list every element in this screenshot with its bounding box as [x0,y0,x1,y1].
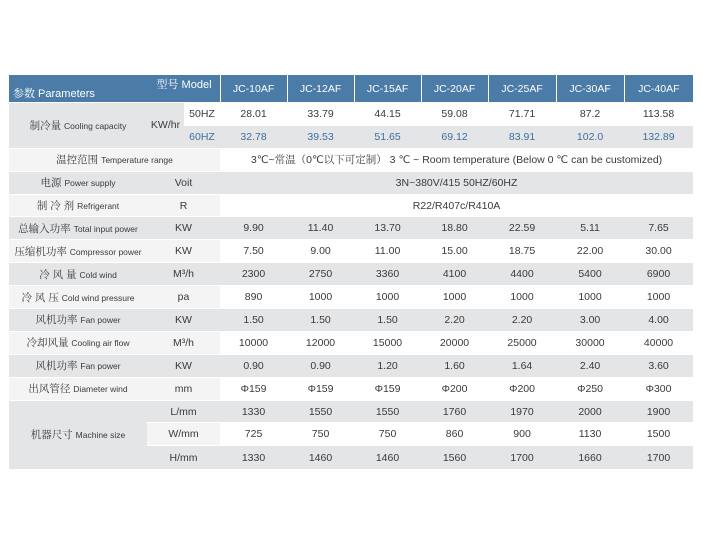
value-cell: 1.50 [220,309,287,332]
value-cell: 6900 [624,263,693,286]
value-cell: 22.00 [556,240,624,263]
label-en: Cold wind pressure [61,292,135,303]
model-header: JC-30AF [556,75,624,103]
label-en: Power supply [64,178,116,189]
model-header-label: 型号 Model [156,79,212,91]
value-cell: 9.90 [220,217,287,240]
row-label [9,286,147,309]
refrigerant-label [9,194,147,217]
spec-row [9,331,693,354]
value-cell: Φ250 [556,377,624,400]
value-cell: 30000 [556,331,624,354]
value-cell: 2.20 [488,309,556,332]
label-cn: 风机功率 [35,360,78,373]
value-cell: 0.90 [287,354,354,377]
model-header: JC-12AF [287,75,354,103]
label-cn: 制冷量 [29,119,62,132]
row-label [9,263,147,286]
value-cell: 1330 [220,400,287,423]
value-cell: 30.00 [624,240,693,263]
refrigerant-value: R22/R407c/R410A [220,194,693,217]
value-cell: Φ200 [488,377,556,400]
value-cell: 28.01 [220,103,287,126]
value-cell: 22.59 [488,217,556,240]
label-en: Cold wind [79,269,117,280]
value-cell: 1900 [624,400,693,423]
value-cell: Φ159 [220,377,287,400]
row-label [9,331,147,354]
value-cell: 1000 [624,286,693,309]
value-cell: 25000 [488,331,556,354]
label-cn: 制 冷 剂 [36,200,75,212]
value-cell: 1.60 [421,354,488,377]
value-cell: 1000 [421,286,488,309]
value-cell: 15000 [354,331,421,354]
row-label [9,377,147,400]
machine-size-label [9,400,147,469]
value-cell: 1460 [287,446,354,469]
label-cn: 总输入功率 [18,222,71,235]
spec-row [9,217,693,240]
row-unit: KW [147,309,220,332]
label-en: Compressor power [69,246,142,257]
value-cell: 860 [421,423,488,446]
row-label [9,217,147,240]
value-cell: 1660 [556,446,624,469]
cooling-capacity-label [9,103,147,149]
value-cell: 87.2 [556,103,624,126]
cooling-capacity-unit: KW/hr [147,103,184,149]
value-cell: 4.00 [624,309,693,332]
spec-table [9,75,693,469]
value-cell: 40000 [624,331,693,354]
row-unit: KW [147,217,220,240]
label-en: Temperature range [101,155,173,166]
value-cell: 1000 [354,286,421,309]
value-cell: 10000 [220,331,287,354]
value-cell: 1500 [624,423,693,446]
hz60-label: 60HZ [184,125,220,148]
cooling-capacity-50hz-row [9,103,693,126]
row-unit: KW [147,240,220,263]
model-header: JC-40AF [624,75,693,103]
value-cell: 3360 [354,263,421,286]
power-supply-row [9,171,693,194]
label-en: Cooling air flow [71,338,130,349]
value-cell: 890 [220,286,287,309]
label-cn: 冷 风 量 [39,268,77,281]
value-cell: 4100 [421,263,488,286]
row-unit: pa [147,286,220,309]
value-cell: 1.20 [354,354,421,377]
label-en: Refrigerant [77,201,120,211]
label-en: Diameter wind [73,384,128,395]
value-cell: 750 [287,423,354,446]
value-cell: 2.40 [556,354,624,377]
label-cn: 电源 [40,177,62,190]
value-cell: 20000 [421,331,488,354]
value-cell: 1330 [220,446,287,469]
value-cell: 1700 [624,446,693,469]
label-en: Cooling capacity [64,120,127,131]
value-cell: 1560 [421,446,488,469]
label-cn: 机器尺寸 [30,429,73,442]
row-unit: mm [147,377,220,400]
machine-size-length-row [9,400,693,423]
label-cn: 压缩机功率 [14,245,67,258]
header-row [9,75,693,103]
value-cell: 1550 [354,400,421,423]
value-cell: 83.91 [488,125,556,148]
value-cell: 900 [488,423,556,446]
value-cell: 2300 [220,263,287,286]
value-cell: Φ159 [287,377,354,400]
label-en: Machine size [75,430,126,441]
value-cell: 7.50 [220,240,287,263]
label-cn: 温控范围 [56,154,99,167]
label-en: Fan power [80,315,121,326]
value-cell: 1.50 [354,309,421,332]
row-label [9,240,147,263]
spec-row [9,309,693,332]
spec-row [9,240,693,263]
label-cn: 冷 风 压 [21,291,59,304]
value-cell: 32.78 [220,125,287,148]
value-cell: 71.71 [488,103,556,126]
spec-row [9,354,693,377]
value-cell: 1000 [488,286,556,309]
value-cell: Φ300 [624,377,693,400]
value-cell: 1.50 [287,309,354,332]
label-en: Total input power [73,223,138,234]
value-cell: 2.20 [421,309,488,332]
model-header: JC-15AF [354,75,421,103]
value-cell: 0.90 [220,354,287,377]
refrigerant-unit: R [147,194,220,217]
value-cell: 7.65 [624,217,693,240]
value-cell: 33.79 [287,103,354,126]
row-unit: L/mm [147,400,220,423]
value-cell: 1970 [488,400,556,423]
value-cell: Φ159 [354,377,421,400]
value-cell: 18.80 [421,217,488,240]
value-cell: 1760 [421,400,488,423]
hz50-label: 50HZ [184,103,220,126]
value-cell: 2000 [556,400,624,423]
value-cell: 1000 [287,286,354,309]
row-label [9,354,147,377]
temperature-range-label [9,148,220,171]
value-cell: 9.00 [287,240,354,263]
value-cell: 3.00 [556,309,624,332]
refrigerant-row [9,194,693,217]
value-cell: 132.89 [624,125,693,148]
spec-row [9,286,693,309]
parameters-header-label: 参数 Parameters [13,88,95,100]
power-supply-unit: Voit [147,171,220,194]
value-cell: 1130 [556,423,624,446]
row-unit: KW [147,354,220,377]
value-cell: 39.53 [287,125,354,148]
value-cell: 12000 [287,331,354,354]
power-supply-value: 3N~380V/415 50HZ/60HZ [220,171,693,194]
value-cell: 11.00 [354,240,421,263]
value-cell: 11.40 [287,217,354,240]
value-cell: 1000 [556,286,624,309]
value-cell: 113.58 [624,103,693,126]
row-unit: M³/h [147,331,220,354]
value-cell: Φ200 [421,377,488,400]
value-cell: 18.75 [488,240,556,263]
value-cell: 1460 [354,446,421,469]
model-header: JC-10AF [220,75,287,103]
temperature-range-note: 3℃~常温（0℃以下可定制） 3 ℃ ~ Room temperature (Below 0 ℃ can be customized) [220,148,693,171]
row-unit: H/mm [147,446,220,469]
row-label [9,309,147,332]
header-corner [9,75,220,103]
temperature-range-row [9,148,693,171]
value-cell: 5.11 [556,217,624,240]
value-cell: 1700 [488,446,556,469]
value-cell: 750 [354,423,421,446]
value-cell: 44.15 [354,103,421,126]
value-cell: 5400 [556,263,624,286]
model-header: JC-25AF [488,75,556,103]
value-cell: 69.12 [421,125,488,148]
label-cn: 冷却风量 [26,337,69,350]
label-en: Fan power [80,361,121,372]
value-cell: 4400 [488,263,556,286]
row-unit: W/mm [147,423,220,446]
power-supply-label [9,171,147,194]
label-cn: 出风管径 [28,383,71,396]
row-unit: M³/h [147,263,220,286]
value-cell: 59.08 [421,103,488,126]
model-header: JC-20AF [421,75,488,103]
label-cn: 风机功率 [35,314,78,327]
value-cell: 102.0 [556,125,624,148]
value-cell: 2750 [287,263,354,286]
value-cell: 725 [220,423,287,446]
value-cell: 1.64 [488,354,556,377]
value-cell: 51.65 [354,125,421,148]
spec-row [9,263,693,286]
value-cell: 15.00 [421,240,488,263]
value-cell: 13.70 [354,217,421,240]
spec-row [9,377,693,400]
value-cell: 1550 [287,400,354,423]
value-cell: 3.60 [624,354,693,377]
